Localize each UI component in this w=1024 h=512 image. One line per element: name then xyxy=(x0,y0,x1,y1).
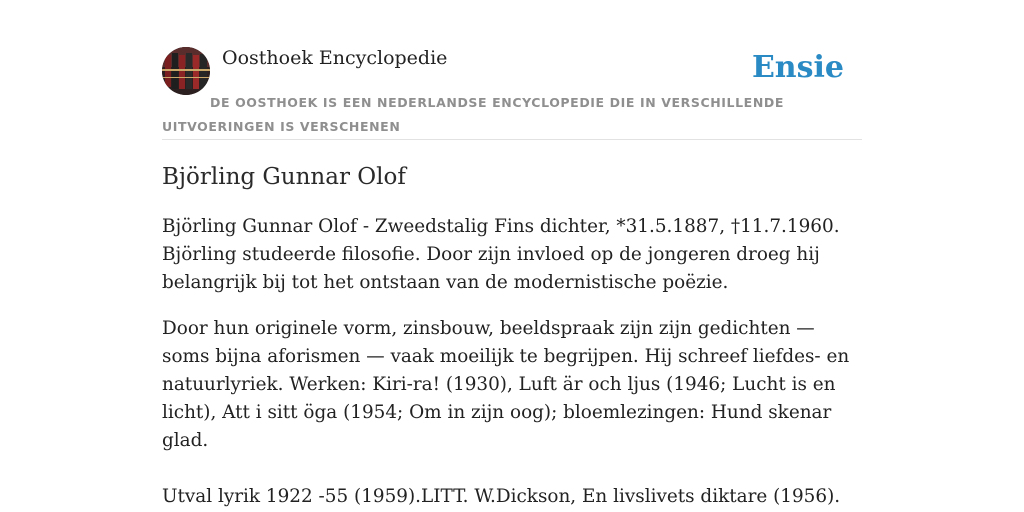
source-name[interactable]: Oosthoek Encyclopedie xyxy=(222,47,448,69)
source-tagline: DE OOSTHOEK IS EEN NEDERLANDSE ENCYCLOPEDIE DIE IN VERSCHILLENDE UITVOERINGEN IS VERSCHENEN xyxy=(162,95,784,134)
article-paragraph: Door hun originele vorm, zinsbouw, beeldspraak zijn zijn gedichten — soms bijna aforismen — vaak moeilijk te begrijpen. Hij schreef liefdes- en natuurlyriek. Werken: Kiri-ra! (1930), Luft är och ljus (1946; Lucht is en licht), Att i sitt öga (1954; Om in zijn oog); bloemlezingen: Hund skenar glad. xyxy=(162,318,850,451)
article-references: Utval lyrik 1922 -55 (1959).LITT. W.Dickson, En livslivets diktare (1956). xyxy=(162,486,841,507)
article-title: Björling Gunnar Olof xyxy=(162,164,406,190)
books-icon[interactable] xyxy=(162,47,210,95)
header xyxy=(162,46,862,140)
brand-logo[interactable]: Ensie xyxy=(751,50,844,85)
article-paragraph: Björling Gunnar Olof - Zweedstalig Fins dichter, *31.5.1887, †11.7.1960. Björling studeerde filosofie. Door zijn invloed op de jongeren droeg hij belangrijk bij tot het ontstaan van de modernistische poëzie. xyxy=(162,216,840,293)
page-content xyxy=(162,46,862,511)
